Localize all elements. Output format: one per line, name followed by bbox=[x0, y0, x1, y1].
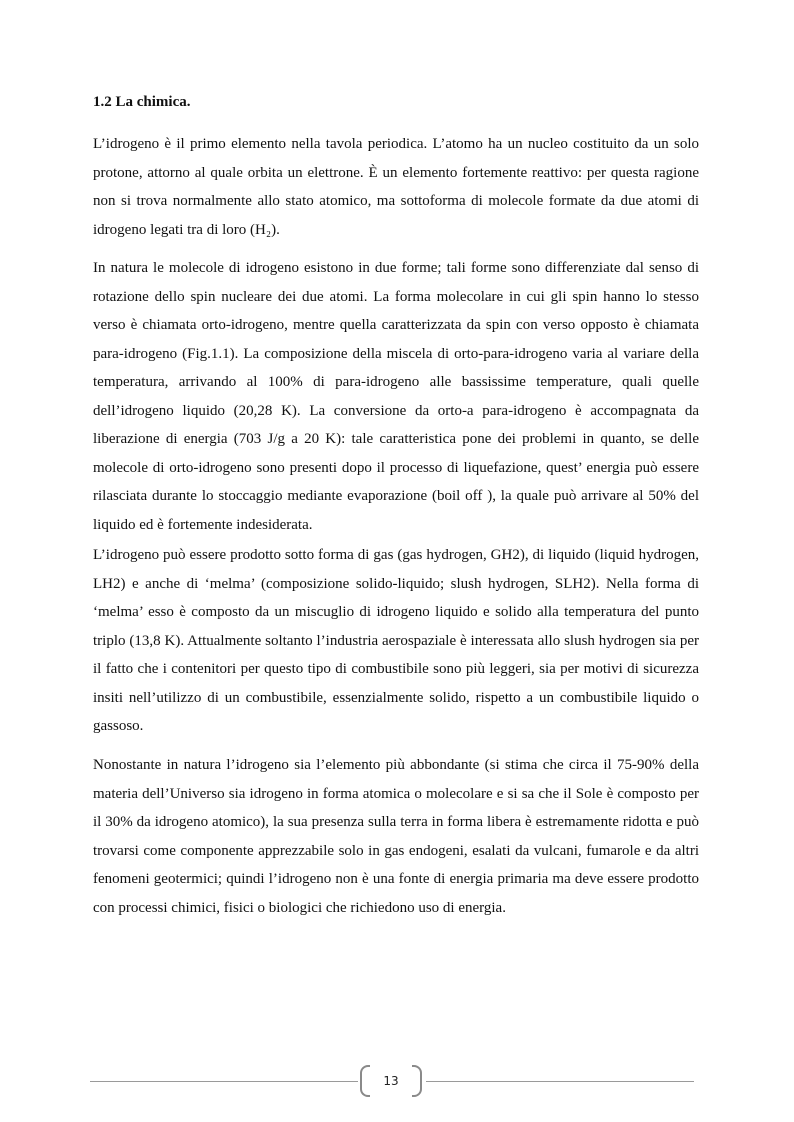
page-bracket-right bbox=[412, 1065, 422, 1097]
paragraph-intro: L’idrogeno è il primo elemento nella tavola periodica. L’atomo ha un nucleo costituito da un solo protone, attorno al quale orbita un elettrone. È un elemento fortemente reattivo: per questa ragione non si trova normalmente allo stato atomico, ma sottoforma di molecole formate da due atomi di idrogeno legati tra di loro (H₂). bbox=[93, 136, 699, 238]
paragraph-ortho-para: In natura le molecole di idrogeno esistono in due forme; tali forme sono differenziate dal senso di rotazione dello spin nucleare dei due atomi. La forma molecolare in cui gli spin hanno lo stesso verso è chiamata orto-idrogeno, mentre quella caratterizzata da spin con verso opposto è chiamata para-idrogeno (Fig.1.1). La composizione della miscela di orto-para-idrogeno varia al variare della temperatura, arrivando al 100% di para-idrogeno alle bassissime temperature, quali quelle dell’idrogeno liquido (20,28 K). La conversione da orto-a para-idrogeno è accompagnata da liberazione di energia (703 J/g a 20 K): tale caratteristica pone dei problemi in quanto, se delle molecole di orto-idrogeno sono presenti dopo il processo di liquefazione, quest’ energia può essere rilasciata durante lo stoccaggio mediante evaporazione (boil off ), la quale può arrivare al 50% del liquido ed è fortemente indesiderata. bbox=[93, 260, 699, 533]
page-bracket-left bbox=[360, 1065, 370, 1097]
footer-rule-left bbox=[90, 1081, 358, 1082]
footer-rule-right bbox=[426, 1081, 694, 1082]
page-number: 13 bbox=[383, 1074, 399, 1088]
paragraph-abundance: Nonostante in natura l’idrogeno sia l’elemento più abbondante (si stima che circa il 75-90% della materia dell’Universo sia idrogeno in forma atomica o molecolare e si sa che il Sole è composto per il 30% da idrogeno atomico), la sua presenza sulla terra in forma libera è estremamente ridotta e può trovarsi come componente apprezzabile solo in gas endogeni, esalati da vulcani, fumarole e da altri fenomeni geotermici; quindi l’idrogeno non è una fonte di energia primaria ma deve essere prodotto con processi chimici, fisici o biologici che richiedono uso di energia. bbox=[93, 757, 699, 916]
paragraph-forms: L’idrogeno può essere prodotto sotto forma di gas (gas hydrogen, GH2), di liquido (liquid hydrogen, LH2) e anche di ‘melma’ (composizione solido-liquido; slush hydrogen, SLH2). Nella forma di ‘melma’ esso è composto da un miscuglio di idrogeno liquido e solido alla temperatura del punto triplo (13,8 K). Attualmente soltanto l’industria aerospaziale è interessata allo slush hydrogen sia per il fatto che i contenitori per questo tipo di combustibile sono più leggeri, sia per motivi di sicurezza insiti nell’utilizzo di un combustibile, essenzialmente solido, rispetto a un combustibile liquido o gassoso. bbox=[93, 547, 699, 734]
section-heading: 1.2 La chimica. bbox=[93, 94, 191, 110]
